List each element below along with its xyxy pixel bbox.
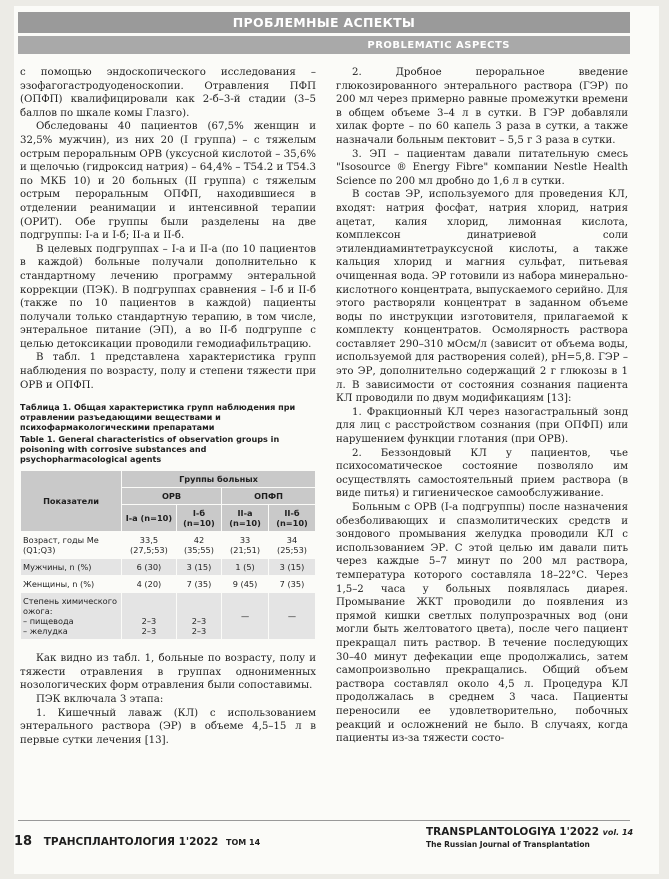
paragraph: 1. Кишечный лаваж (КЛ) с использованием энтерального раствора (ЭР) в объеме 4,5–15 л в первые сутки лечения [13]. — [20, 707, 316, 746]
table-cell: 3 (15) — [176, 559, 221, 576]
row-sublabel: – желудка — [23, 626, 68, 637]
table-subgroup: II-б (n=10) — [268, 505, 315, 532]
table-row — [21, 532, 316, 559]
table-caption-ru: Таблица 1. Общая характеристика групп наблюдения при отравлении разъедающими веществами и психофармакологическими препаратами — [20, 402, 296, 433]
paragraph: ПЭК включала 3 этапа: — [36, 694, 164, 706]
footer-left — [14, 834, 314, 849]
right-column — [336, 66, 628, 746]
row-label: Возраст, годы Ме (Q1;Q3) — [21, 532, 122, 559]
table-caption-en: Table 1. General characteristics of observation groups in poisoning with corrosive substances and psychopharmacological agents — [20, 434, 280, 465]
table-cell: 4 (20) — [122, 576, 177, 593]
footer-right — [426, 826, 646, 849]
table-subgroup: II-а (n=10) — [222, 505, 269, 532]
table-cell: 6 (30) — [122, 559, 177, 576]
table-cell: 7 (35) — [268, 576, 315, 593]
journal-title-ru: ТРАНСПЛАНТОЛОГИЯ 1'2022 — [43, 836, 219, 848]
table-cell: 2–3 — [191, 626, 207, 637]
table-cell: 7 (35) — [176, 576, 221, 593]
row-label: Степень химического ожога: — [23, 596, 118, 617]
characteristics-table — [20, 470, 316, 640]
volume-en: vol. 14 — [602, 828, 634, 837]
paragraph: 3. ЭП – пациентам давали питательную смесь "Isosource ® Energy Fibre" компании Nestle Health Science по 200 мл дробно до 1,6 л в сутки. — [336, 148, 628, 187]
paragraph: 1. Фракционный КЛ через назогастральный зонд для лиц с расстройством сознания (при ОПФП) или нарушением функции глотания (при ОРВ). — [336, 406, 628, 446]
table-cell: 33 (21;51) — [222, 532, 269, 559]
table-cell: 1 (5) — [222, 559, 269, 576]
paragraph: Обследованы 40 пациентов (67,5% женщин и 32,5% мужчин), из них 20 (I группа) – с тяжелым острым пероральным ОРВ (уксусной кислотой – 35,6% и щелочью (гидроксид натрия) – 64,4% – Т54.2 и Т54.3 по МКБ 10) и 20 больных (II группа) с тяжелым острым пероральным ОПФП, находившиеся в отделении реанимации и интенсивной терапии (ОРИТ). Обе группы были разделены на две подгруппы: I-а и I-б; II-а и II-б. — [20, 121, 316, 242]
table-cell: 42 (35;55) — [176, 532, 221, 559]
section-header-en — [18, 36, 630, 54]
table-cell: 2–3 — [191, 616, 207, 627]
table-cell: 9 (45) — [222, 576, 269, 593]
paragraph: Как видно из табл. 1, больные по возрасту, полу и тяжести отравления в группах однонименных нозологических форм отравления были сопоставимы. — [20, 653, 316, 692]
table-cell: 3 (15) — [268, 559, 315, 576]
paragraph: Больным с ОРВ (I-а подгруппы) после назначения обезболивающих и спазмолитических средств и зондового промывания желудка проводили КЛ с использованием ЭР. С этой целью им давали пить через каждые 5–7 минут по 200 мл раствора, температура которого составляла 18–22°С. Через 1,5–2 часа у больных появлялась диарея. Промывание ЖКТ проводили до появления из прямой кишки светлых полупрозрачных вод (они могли быть желтоватого цвета), после чего пациент прекращал пить раствор. В течение последующих 30–40 минут дефекации еще продолжались, затем самопроизвольно прекращались. Общий объем раствора составлял около 4,5 л. Процедура КЛ продолжалась в среднем 3 часа. Пациенты переносили ее удовлетворительно, побочных реакций и осложнений не было. В случаях, когда пациенты из-за тяжести состо- — [336, 502, 628, 745]
paragraph: с помощью эндоскопического исследования – эзофагогастродуоденоскопии. Отравления ПФП (ОПФП) квалифицировали как 2-б–3-й стадии (3–5 баллов по шкале комы Глазго). — [20, 67, 316, 119]
table-cell: 34 (25;53) — [268, 532, 315, 559]
paragraph: В состав ЭР, используемого для проведения КЛ, входят: натрия фосфат, натрия хлорид, натрия ацетат, калия хлорид, лимонная кислота, комплексон динатриевой соли этилендиаминтетрауксусной кислоты, а также кальция хлорид и магния сульфат, питьевая очищенная вода. ЭР готовили из набора минерально-кислотного концентрата, выпускаемого серийно. Для этого растворяли концентрат в заданном объеме воды по инструкции изготовителя, прилагаемой к комплекту концентратов. Осмолярность раствора составляет 290–310 мОсм/л (зависит от объема воды, используемой для растворения солей), рН=5,8. ГЭР – это ЭР, дополнительно содержащий 2 г глюкозы в 1 л. В зависимости от состояния сознания пациента КЛ проводили по двум модификациям [13]: — [336, 189, 628, 405]
table-cell: — — [268, 593, 315, 640]
row-label: Женщины, n (%) — [21, 576, 122, 593]
journal-title-en: TRANSPLANTOLOGIYA 1'2022 — [426, 826, 600, 838]
row-sublabel: – пищевода — [23, 616, 74, 627]
table-cell: 33,5 (27,5;53) — [122, 532, 177, 559]
paragraph: 2. Дробное пероральное введение глюкозированного энтерального раствора (ГЭР) по 200 мл через примерно равные промежутки времени в общем объеме 3–4 л в сутки. В ГЭР добавляли хилак форте – по 60 капель 3 раза в сутки, а также назначали больным пектовит – 5,5 г 3 раза в сутки. — [336, 67, 628, 146]
volume-ru: ТОМ 14 — [226, 838, 261, 847]
section-header-ru — [18, 12, 630, 33]
table-header-groups: Группы больных — [122, 471, 316, 488]
paragraph: В целевых подгруппах – I-а и II-а (по 10 пациентов в каждой) больные получали дополнительно к стандартному лечению программу энтеральной коррекции (ПЭК). В подгруппах сравнения – I-б и II-б (также по 10 пациентов в каждой) пациенты получали только стандартную терапию, в том числе, энтеральное питание (ЭП), а во II-б подгруппе с целью детоксикации проводили гемодиафильтрацию. — [20, 243, 316, 350]
table-cell: 2–3 — [141, 626, 157, 637]
table-header-opfp: ОПФП — [222, 488, 316, 505]
row-label: Мужчины, n (%) — [21, 559, 122, 576]
paragraph: 2. Беззондовый КЛ у пациентов, чье психосоматическое состояние позволяло им осуществлять самостоятельный прием раствора (в виде питья) и гигиеническое самообслуживание. — [336, 447, 628, 500]
section-title-ru: ПРОБЛЕМНЫЕ АСПЕКТЫ — [232, 15, 416, 30]
journal-subtitle-en: The Russian Journal of Transplantation — [426, 840, 590, 849]
table-cell: 2–3 — [141, 616, 157, 627]
table-header-indicators: Показатели — [21, 471, 122, 532]
table-cell: — — [222, 593, 269, 640]
page-number: 18 — [14, 834, 33, 849]
footer-divider — [18, 820, 630, 821]
paragraph: В табл. 1 представлена характеристика групп наблюдения по возрасту, полу и степени тяжести при ОРВ и ОПФП. — [20, 352, 316, 391]
table-subgroup: I-а (n=10) — [122, 505, 177, 532]
table-subgroup: I-б (n=10) — [176, 505, 221, 532]
table-row — [21, 559, 316, 576]
table-row — [21, 576, 316, 593]
section-title-en: PROBLEMATIC ASPECTS — [367, 39, 510, 51]
table-header-orv: ОРВ — [122, 488, 222, 505]
table-row — [21, 593, 316, 640]
left-column — [20, 66, 316, 747]
